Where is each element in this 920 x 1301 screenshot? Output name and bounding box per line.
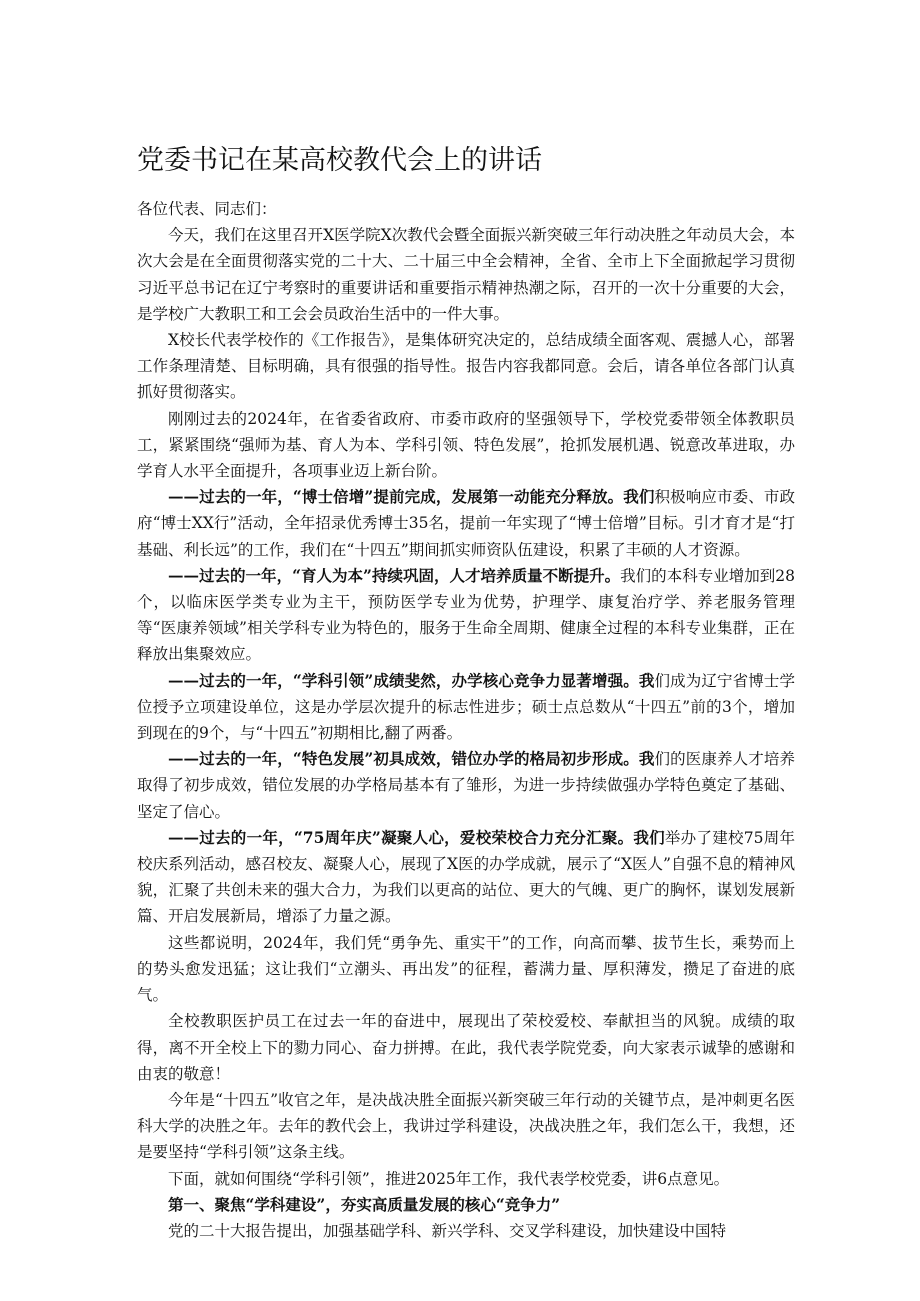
paragraph-lead: ——过去的一年，“博士倍增”提前完成，发展第一动能充分释放。我们	[168, 487, 655, 507]
paragraph-text: 这些都说明，2024年，我们凭“勇争先、重实干”的工作，向高而攀、拔节生长，乘势而上的势头愈发迅猛；这让我们“立潮头、再出发”的征程，蓄满力量、厚积薄发，攒足了奋进的底气。	[137, 933, 795, 1005]
paragraph-2024-summary	[137, 406, 795, 485]
paragraph-text: 刚刚过去的2024年，在省委省政府、市委市政府的坚强领导下，学校党委带领全体教职员工，紧紧围绕“强师为基、育人为本、学科引领、特色发展”，抢抓发展机遇、锐意改革进取，办学育人水平全面提升，各项事业迈上新台阶。	[137, 409, 795, 481]
paragraph-text: 我们的本科专业增加到28个，以临床医学类专业为主干，预防医学专业为优势，护理学、康复治疗学、养老服务管理等“医康养领域”相关学科专业为特色的，服务于生命全周期、健康全过程的本科专业集群，正在释放出集聚效应。	[137, 566, 795, 664]
paragraph-text: 今天，我们在这里召开X医学院X次教代会暨全面振兴新突破三年行动决胜之年动员大会，本次大会是在全面贯彻落实党的二十大、二十届三中全会精神，全省、全市上下全面掀起学习贯彻习近平总书记在辽宁考察时的重要讲话和重要指示精神热潮之际，召开的一次十分重要的大会，是学校广大教职工和工会会员政治生活中的一件大事。	[137, 226, 795, 323]
paragraph-text: 党的二十大报告提出，加强基础学科、新兴学科、交叉学科建设，加快建设中国特	[168, 1221, 727, 1240]
paragraph-lead: ——过去的一年，“学科引领”成绩斐然，办学核心竞争力显著增强。我	[168, 670, 655, 690]
paragraph-opening	[137, 222, 795, 327]
paragraph-text: 积极响应市委、市政府“博士XX行”活动，全年招录优秀博士35名，提前一年实现了“博士倍增”目标。引才育才是“打基础、利长远”的工作，我们在“十四五”期间抓实师资队伍建设，积累了丰硕的人才资源。	[137, 488, 795, 559]
salutation: 各位代表、同志们：	[137, 200, 277, 218]
paragraph-education	[137, 563, 795, 668]
paragraph-lead: ——过去的一年，“特色发展”初具成效，错位办学的格局初步形成。我	[168, 749, 655, 769]
paragraph-lead: ——过去的一年，“75周年庆”凝聚人心，爱校荣校合力充分汇聚。我们	[168, 827, 665, 847]
paragraph-text: X校长代表学校作的《工作报告》，是集体研究决定的，总结成绩全面客观、震撼人心，部署工作条理清楚、目标明确，具有很强的指导性。报告内容我都同意。会后，请各单位各部门认真抓好贯彻落实。	[137, 331, 795, 402]
paragraph-lead: ——过去的一年，“育人为本”持续巩固，人才培养质量不断提升。	[168, 565, 621, 585]
document-title: 党委书记在某高校教代会上的讲话	[137, 145, 542, 176]
paragraph-discipline	[137, 668, 795, 747]
paragraph-text: 们成为辽宁省博士学位授予立项建设单位，这是办学层次提升的标志性进步；硕士点总数从“十四五”前的3个，增加到现在的9个，与“十四五”初期相比,翻了两番。	[137, 671, 795, 743]
paragraph-this-year	[137, 1087, 795, 1166]
paragraph-six-points	[137, 1166, 795, 1192]
section-heading-text: 第一、聚焦“学科建设”，夯实高质量发展的核心“竞争力”	[168, 1194, 561, 1214]
paragraph-doctor-doubling	[137, 484, 795, 563]
paragraph-thanks	[137, 1008, 795, 1087]
document-body	[137, 196, 795, 1244]
section-heading-first	[137, 1192, 795, 1218]
paragraph-anniversary	[137, 825, 795, 930]
paragraph-text: 今年是“十四五”收官之年，是决战决胜全面振兴新突破三年行动的关键节点，是冲刺更名医科大学的决胜之年。去年的教代会上，我讲过学科建设，决战决胜之年，我们怎么干，我想，还是要坚持“学科引领”这条主线。	[137, 1090, 795, 1162]
paragraph-text: 们的医康养人才培养取得了初步成效，错位发展的办学格局基本有了雏形，为进一步持续做强办学特色奠定了基础、坚定了信心。	[137, 750, 795, 821]
paragraph-twentieth-congress	[137, 1218, 795, 1244]
paragraph-conclusion	[137, 930, 795, 1009]
paragraph-text: 下面，就如何围绕“学科引领”，推进2025年工作，我代表学校党委，讲6点意见。	[168, 1169, 730, 1188]
paragraph-report	[137, 327, 795, 406]
paragraph-text: 举办了建校75周年校庆系列活动，感召校友、凝聚人心，展现了X医的办学成就，展示了“X医人”自强不息的精神风貌，汇聚了共创未来的强大合力，为我们以更高的站位、更大的气魄、更广的胸怀，谋划发展新篇、开启发展新局，增添了力量之源。	[137, 828, 795, 926]
paragraph-text: 全校教职医护员工在过去一年的奋进中，展现出了荣校爱校、奉献担当的风貌。成绩的取得，离不开全校上下的勠力同心、奋力拼搏。在此，我代表学院党委，向大家表示诚挚的感谢和由衷的敬意！	[137, 1012, 795, 1083]
paragraph-characteristic	[137, 746, 795, 825]
